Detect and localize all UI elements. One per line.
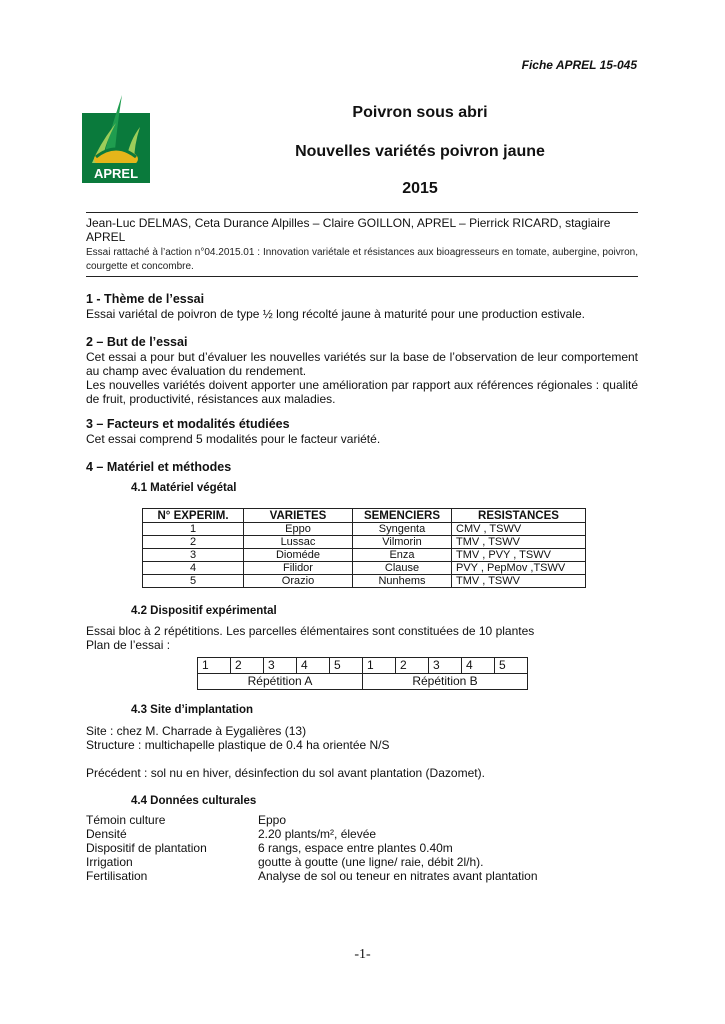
structure-line: Structure : multichapelle plastique de 0.4 ha orientée N/S [86,738,390,752]
cult-value: goutte à goutte (une ligne/ raie, débit 2l/h). [258,855,484,869]
cell-experim: 1 [143,523,244,536]
section-2-p2: Les nouvelles variétés doivent apporter une amélioration par rapport aux références régionales : qualité de fruit, productivité, résistances aux maladies. [86,378,638,406]
authors: Jean-Luc DELMAS, Ceta Durance Alpilles – Claire GOILLON, APREL – Pierrick RICARD, stagiaire APREL [86,216,611,244]
section-2-p1: Cet essai a pour but d’évaluer les nouvelles variétés sur la base de l’observation de leur comportement au champ avec évaluation du rendement. [86,350,638,378]
fiche-number: Fiche APREL 15-045 [521,58,637,72]
table-header-row [143,509,586,523]
col-header-varietes: VARIETES [244,509,353,523]
logo-graphic [82,93,150,183]
title-year: 2015 [402,180,438,197]
cell-experim: 2 [143,536,244,549]
varieties-table [142,508,586,588]
cell-semencier: Clause [353,562,452,575]
cell-experim: 3 [143,549,244,562]
plan-number-row [198,658,528,674]
cell-resistances: TMV , PVY , TSWV [452,549,586,562]
section-4-heading: 4 – Matériel et méthodes [86,460,232,474]
cell-semencier: Nunhems [353,575,452,588]
section-2-heading: 2 – But de l’essai [86,335,188,349]
section-1-heading: 1 - Thème de l’essai [86,292,205,306]
col-header-experim: N° EXPERIM. [143,509,244,523]
cell-experim: 5 [143,575,244,588]
section-4-3-heading: 4.3 Site d’implantation [131,704,254,716]
cell-semencier: Enza [353,549,452,562]
plan-cell: 5 [330,658,363,674]
plan-cell: 4 [297,658,330,674]
cult-label: Témoin culture [86,813,166,827]
cult-value: 2.20 plants/m², élevée [258,827,377,841]
plan-cell: 2 [231,658,264,674]
cult-value: Eppo [258,813,287,827]
cult-value: 6 rangs, espace entre plantes 0.40m [258,841,453,855]
cult-label: Irrigation [86,855,133,869]
section-4-4-heading: 4.4 Données culturales [131,795,257,807]
cult-label: Fertilisation [86,869,148,883]
plan-cell: 3 [429,658,462,674]
cult-label: Densité [86,827,127,841]
section-4-1-heading: 4.1 Matériel végétal [131,482,237,494]
cell-resistances: PVY , PepMov ,TSWV [452,562,586,575]
section-3-heading: 3 – Facteurs et modalités étudiées [86,417,290,431]
cell-semencier: Vilmorin [353,536,452,549]
table-row [143,536,586,549]
dispositif-line1: Essai bloc à 2 répétitions. Les parcelles élémentaires sont constituées de 10 plantes [86,624,535,638]
trial-plan-table [197,657,528,690]
plan-cell: 3 [264,658,297,674]
cell-semencier: Syngenta [353,523,452,536]
page-number: -1- [354,947,371,962]
plan-cell: 5 [495,658,528,674]
col-header-semenciers: SEMENCIERS [353,509,452,523]
plan-cell: 4 [462,658,495,674]
cell-variete: Filidor [244,562,353,575]
repetition-b: Répétition B [363,674,528,690]
table-row [143,523,586,536]
section-4-2-heading: 4.2 Dispositif expérimental [131,605,277,617]
col-header-resistances: RESISTANCES [452,509,586,523]
divider-top [86,212,638,213]
cell-resistances: TMV , TSWV [452,575,586,588]
precedent-line: Précédent : sol nu en hiver, désinfection du sol avant plantation (Dazomet). [86,766,485,780]
logo-text: APREL [93,166,139,181]
cell-resistances: CMV , TSWV [452,523,586,536]
plan-repetition-row [198,674,528,690]
cell-variete: Dioméde [244,549,353,562]
section-3-text: Cet essai comprend 5 modalités pour le facteur variété. [86,432,381,446]
plan-cell: 2 [396,658,429,674]
section-1-text: Essai variétal de poivron de type ½ long récolté jaune à maturité pour une production estivale. [86,307,585,321]
site-line: Site : chez M. Charrade à Eygalières (13) [86,724,307,738]
cell-experim: 4 [143,562,244,575]
essai-rattache: Essai rattaché à l’action n°04.2015.01 : Innovation variétale et résistances aux bioagresseurs en tomate, aubergine, poivron, courgette et concombre. [86,247,638,272]
cult-value: Analyse de sol ou teneur en nitrates avant plantation [258,869,538,883]
repetition-a: Répétition A [198,674,363,690]
table-row [143,562,586,575]
aprel-logo [82,93,150,183]
cell-variete: Eppo [244,523,353,536]
table-row [143,575,586,588]
divider-bottom [86,276,638,277]
plan-cell: 1 [363,658,396,674]
dispositif-line2: Plan de l’essai : [86,638,171,652]
title-line1: Poivron sous abri [352,104,488,121]
title-line2: Nouvelles variétés poivron jaune [295,143,545,160]
cell-variete: Lussac [244,536,353,549]
cult-label: Dispositif de plantation [86,841,207,855]
table-row [143,549,586,562]
cell-resistances: TMV , TSWV [452,536,586,549]
plan-cell: 1 [198,658,231,674]
cell-variete: Orazio [244,575,353,588]
